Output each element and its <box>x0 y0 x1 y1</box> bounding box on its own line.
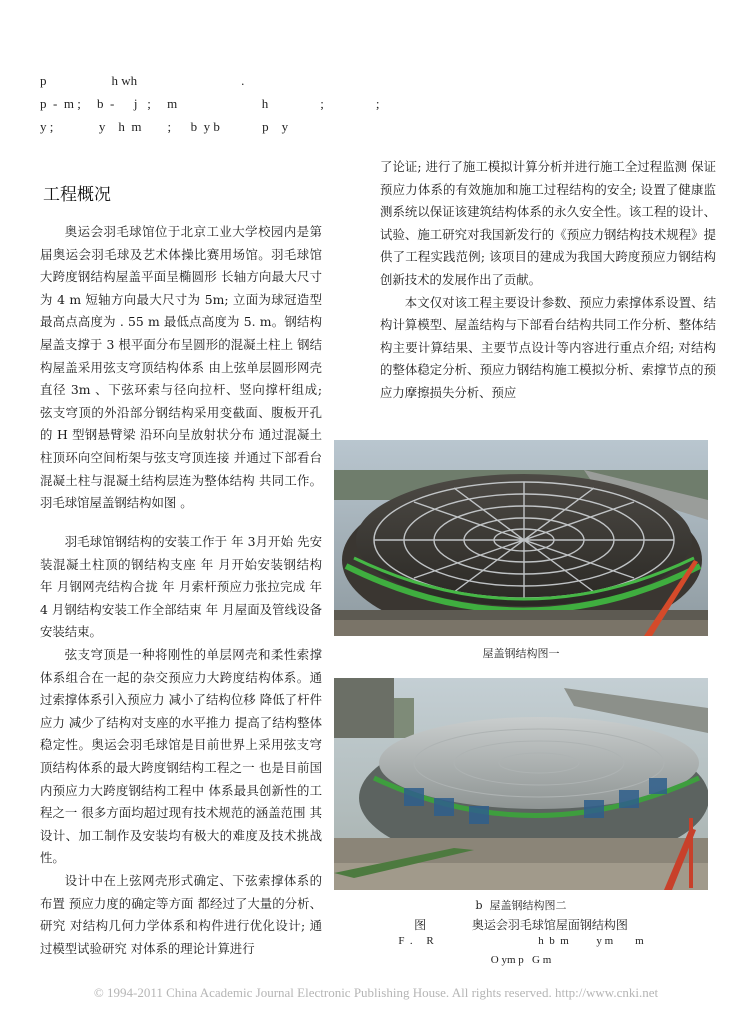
right-column <box>380 156 716 405</box>
left-column <box>40 221 322 515</box>
section-heading: 工程概况 <box>43 185 111 205</box>
paragraph-design: 设计中在上弦网壳形式确定、下弦索撑体系的布置 预应力度的确定等方面 都经过了大量的分析、研究 对结构几何力学体系和构件进行优化设计; 通过模型试验研究 对体系的理论计算进行 <box>40 872 322 956</box>
paragraph-system: 弦支穹顶是一种将刚性的单层网壳和柔性索撑体系组合在一起的杂交预应力大跨度结构体系。通过索撑体系引入预应力 减小了结构位移 降低了杆件应力 减少了结构对支座的水平推力 提高了结构整体稳定性。奥运会羽毛球馆是目前世界上采用弦支穹顶结构体系的最大跨度钢结构工程之一 也是目前国内预应力大跨度钢结构工程中 体系最具创新性的工程之一 很多方面均超过现有技术规范的涵盖范围 其设计、加工制作及安装均有极大的难度及技术挑战性。 <box>40 646 322 866</box>
figure-caption-english-1: F . R h b m y m m <box>398 935 644 947</box>
paragraph-overview: 奥运会羽毛球馆位于北京工业大学校园内是第 届奥运会羽毛球及艺术体操比赛用场馆。羽毛球馆大跨度钢结构屋盖平面呈椭圆形 长轴方向最大尺寸为 4 m 短轴方向最大尺寸为 5m; 立面为球冠造型 最高点高度为 . 55 m 最低点高度为 5. m。钢结构屋盖支撑于 3 根平面分布呈圆形的混凝土柱上 钢结构屋盖采用弦支穹顶结构体系 由上弦单层圆形网壳 直径 3m 、下弦环索与径向拉杆、竖向撑杆组成; 弦支穹顶的外沿部分钢结构采用变截面、腹板开孔的 H 型钢悬臂梁 沿环向呈放射状分布 通过混凝土柱顶环向空间桁架与弦支穹顶连接 并通过下部看台混凝土柱与混凝土结构层连为整体结构 共同工作。羽毛球馆屋盖钢结构如图 。 <box>40 224 322 511</box>
copyright-footer: © 1994-2011 China Academic Journal Electronic Publishing House. All rights reserved. http://www.cnki.net <box>93 985 659 1000</box>
paragraph-scope: 本文仅对该工程主要设计参数、预应力索撑体系设置、结构计算模型、屋盖结构与下部看台结构共同工作分析、整体结构主要计算结果、主要节点设计等内容进行重点介绍; 对结构的整体稳定分析、预应力钢结构施工模拟分析、索撑节点的预应力摩擦损失分析、预应 <box>380 294 716 400</box>
figure-title: 图 奥运会羽毛球馆屋面钢结构图 <box>414 918 628 932</box>
figure-caption-b: b 屋盖钢结构图二 <box>475 899 567 912</box>
figure-caption-english-2: O ym p G m <box>490 954 552 966</box>
header-line-2: p - m ; b - j ; m h ; ; <box>40 96 380 111</box>
paragraph-installation: 羽毛球馆钢结构的安装工作于 年 3月开始 先安装混凝土柱顶的钢结构支座 年 月开始安装钢结构 年 月钢网壳结构合拢 年 月索杆预应力张拉完成 年 4 月钢结构安装工作全部结束 年 月屋面及管线设备安装结束。 <box>40 534 322 640</box>
figure-caption-a: 屋盖钢结构图一 <box>482 647 560 660</box>
roof-steel-photo-one <box>334 440 708 636</box>
roof-steel-photo-two <box>334 678 708 890</box>
header-line-3: y ; y h m ; b y b p y <box>40 119 289 134</box>
left-column-lower <box>40 531 322 960</box>
paragraph-continued: 了论证; 进行了施工模拟计算分析并进行施工全过程监测 保证预应力体系的有效施加和施工过程结构的安全; 设置了健康监测系统以保证该建筑结构体系的永久安全性。该工程的设计、试验、施工研究对我国新发行的《预应力钢结构技术规程》提供了工程实践范例; 该项目的建成为我国大跨度预应力钢结构创新技术的发展作出了贡献。 <box>380 159 716 287</box>
header-line-1: p h wh . <box>40 73 245 88</box>
